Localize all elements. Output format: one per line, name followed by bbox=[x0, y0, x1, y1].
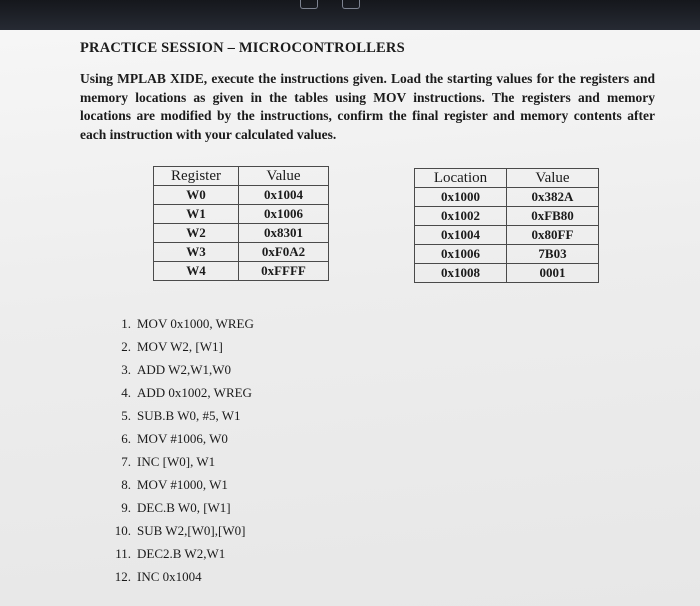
step-number: 11. bbox=[115, 546, 131, 561]
step-text: MOV #1000, W1 bbox=[137, 477, 228, 492]
step-text: INC [W0], W1 bbox=[137, 454, 216, 469]
table-cell: 0x8301 bbox=[239, 224, 329, 243]
register-table bbox=[153, 166, 329, 281]
step-number: 6. bbox=[121, 431, 131, 446]
table-cell: W2 bbox=[154, 224, 239, 243]
column-header: Value bbox=[239, 167, 329, 186]
step-number: 12. bbox=[114, 569, 131, 584]
column-header: Register bbox=[154, 167, 239, 186]
table-cell: W4 bbox=[154, 262, 239, 281]
table-row bbox=[154, 205, 329, 224]
step-text: MOV #1006, W0 bbox=[137, 431, 228, 446]
table-cell: 0x1006 bbox=[239, 205, 329, 224]
list-item bbox=[97, 404, 254, 427]
tray-icon bbox=[342, 0, 360, 9]
step-number: 5. bbox=[121, 408, 131, 423]
list-item bbox=[97, 312, 254, 335]
step-text: INC 0x1004 bbox=[137, 569, 202, 584]
table-cell: 0x1002 bbox=[415, 207, 507, 226]
list-item bbox=[97, 565, 254, 588]
instructions-paragraph: Using MPLAB XIDE, execute the instructions given. Load the starting values for the registers and memory locations as given in the tables using MOV instructions. The registers and memory locations are modified by the instructions, confirm the final register and memory contents after each instruction with your calculated values. bbox=[80, 71, 655, 142]
step-text: DEC.B W0, [W1] bbox=[137, 500, 231, 515]
step-number: 10. bbox=[114, 523, 131, 538]
list-item bbox=[97, 450, 254, 473]
table-row bbox=[415, 264, 599, 283]
step-number: 1. bbox=[121, 316, 131, 331]
table-row bbox=[154, 262, 329, 281]
column-header: Location bbox=[415, 169, 507, 188]
table-cell: 0x80FF bbox=[507, 226, 599, 245]
list-item bbox=[97, 381, 254, 404]
table-row bbox=[415, 245, 599, 264]
step-number: 9. bbox=[121, 500, 131, 515]
document-page bbox=[0, 30, 700, 606]
tray-icon bbox=[300, 0, 318, 9]
table-cell: W3 bbox=[154, 243, 239, 262]
table-row bbox=[415, 207, 599, 226]
list-item bbox=[97, 542, 254, 565]
step-number: 8. bbox=[121, 477, 131, 492]
column-header: Value bbox=[507, 169, 599, 188]
step-text: MOV 0x1000, WREG bbox=[137, 316, 254, 331]
table-cell: 0x1000 bbox=[415, 188, 507, 207]
table-cell: 0xFB80 bbox=[507, 207, 599, 226]
table-cell: 0x1004 bbox=[415, 226, 507, 245]
table-cell: W0 bbox=[154, 186, 239, 205]
screen-top-bar bbox=[0, 0, 700, 30]
step-number: 2. bbox=[121, 339, 131, 354]
page-title: PRACTICE SESSION – MICROCONTROLLERS bbox=[80, 40, 405, 56]
instruction-list bbox=[97, 312, 254, 588]
table-cell: 0x1008 bbox=[415, 264, 507, 283]
step-text: ADD 0x1002, WREG bbox=[137, 385, 252, 400]
table-row bbox=[154, 224, 329, 243]
list-item bbox=[97, 358, 254, 381]
step-number: 7. bbox=[121, 454, 131, 469]
list-item bbox=[97, 496, 254, 519]
step-text: MOV W2, [W1] bbox=[137, 339, 223, 354]
table-row bbox=[154, 243, 329, 262]
list-item bbox=[97, 335, 254, 358]
table-cell: 0x382A bbox=[507, 188, 599, 207]
step-text: SUB W2,[W0],[W0] bbox=[137, 523, 246, 538]
table-cell: W1 bbox=[154, 205, 239, 224]
step-number: 4. bbox=[121, 385, 131, 400]
step-text: ADD W2,W1,W0 bbox=[137, 362, 231, 377]
table-cell: 0xFFFF bbox=[239, 262, 329, 281]
step-text: DEC2.B W2,W1 bbox=[137, 546, 226, 561]
table-cell: 0x1006 bbox=[415, 245, 507, 264]
table-cell: 0001 bbox=[507, 264, 599, 283]
table-row bbox=[154, 186, 329, 205]
table-cell: 0xF0A2 bbox=[239, 243, 329, 262]
table-row bbox=[415, 188, 599, 207]
table-cell: 7B03 bbox=[507, 245, 599, 264]
memory-table bbox=[414, 168, 599, 283]
step-number: 3. bbox=[121, 362, 131, 377]
table-cell: 0x1004 bbox=[239, 186, 329, 205]
list-item bbox=[97, 473, 254, 496]
table-row bbox=[415, 226, 599, 245]
step-text: SUB.B W0, #5, W1 bbox=[137, 408, 241, 423]
list-item bbox=[97, 519, 254, 542]
list-item bbox=[97, 427, 254, 450]
